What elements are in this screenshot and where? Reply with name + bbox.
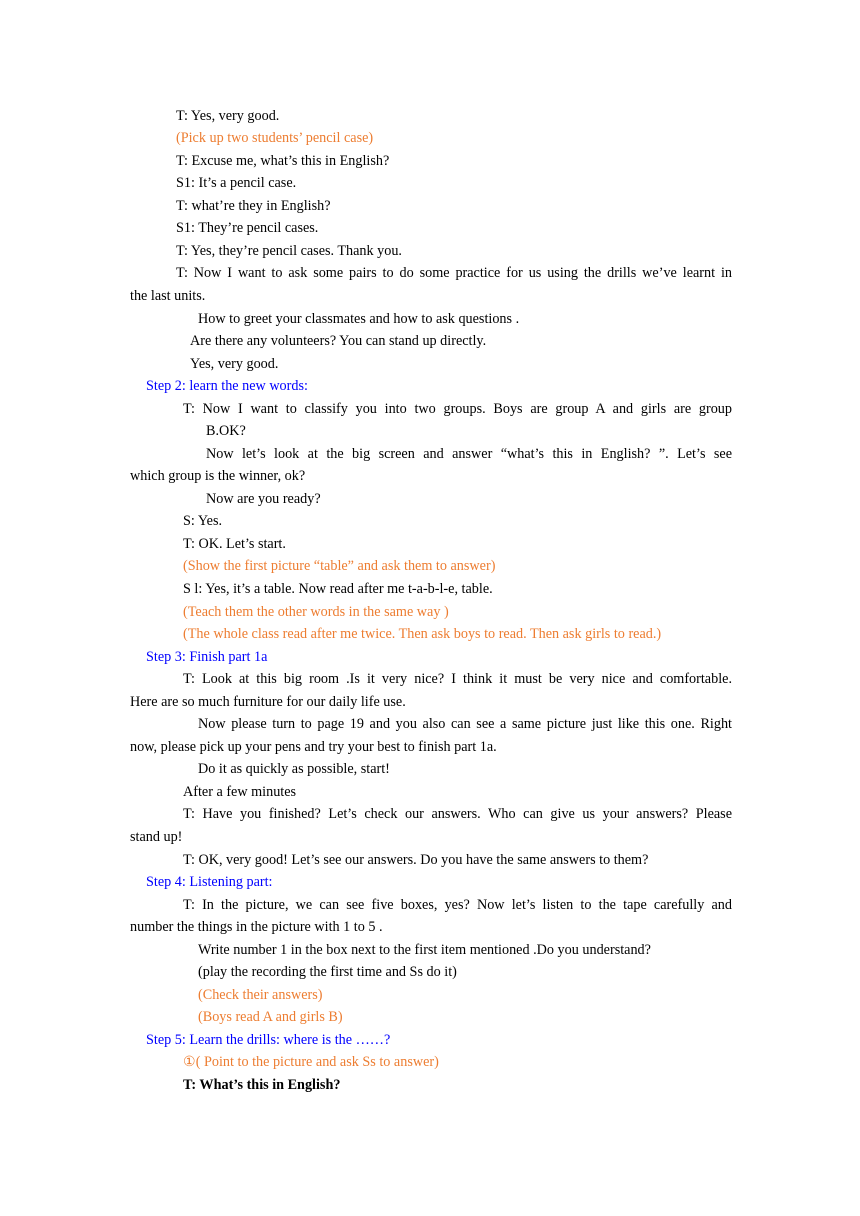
dialogue-line: T: OK. Let’s start. bbox=[183, 536, 286, 552]
dialogue-line: S1: It’s a pencil case. bbox=[176, 175, 297, 191]
dialogue-line: (play the recording the first time and Ss do it) bbox=[198, 964, 457, 980]
dialogue-line: T: In the picture, we can see five boxes, yes? Now let’s listen to the tape carefully and bbox=[183, 897, 732, 913]
dialogue-line: Now are you ready? bbox=[206, 491, 321, 507]
dialogue-line: T: Now I want to ask some pairs to do some practice for us using the drills we’ve learnt in bbox=[176, 265, 732, 281]
dialogue-line: T: what’re they in English? bbox=[176, 198, 331, 214]
stage-direction: (Pick up two students’ pencil case) bbox=[176, 130, 374, 146]
dialogue-line: T: Now I want to classify you into two groups. Boys are group A and girls are group bbox=[183, 401, 732, 417]
dialogue-line: Yes, very good. bbox=[190, 356, 279, 372]
dialogue-line: T: What’s this in English? bbox=[183, 1077, 341, 1093]
dialogue-line: T: Yes, very good. bbox=[176, 108, 280, 124]
dialogue-line: S: Yes. bbox=[183, 513, 223, 529]
dialogue-line: which group is the winner, ok? bbox=[130, 468, 306, 484]
stage-direction: (Boys read A and girls B) bbox=[198, 1009, 343, 1025]
stage-direction: (Check their answers) bbox=[198, 987, 323, 1003]
dialogue-line: the last units. bbox=[130, 288, 206, 304]
stage-direction: (The whole class read after me twice. Then ask boys to read. Then ask girls to read.) bbox=[183, 626, 662, 642]
step-heading: Step 2: learn the new words: bbox=[146, 378, 308, 394]
step-heading: Step 3: Finish part 1a bbox=[146, 649, 268, 665]
dialogue-line: Write number 1 in the box next to the first item mentioned .Do you understand? bbox=[198, 942, 651, 958]
dialogue-line: now, please pick up your pens and try your best to finish part 1a. bbox=[130, 739, 497, 755]
stage-direction: ①( Point to the picture and ask Ss to answer) bbox=[183, 1054, 439, 1070]
stage-direction: (Teach them the other words in the same way ) bbox=[183, 604, 449, 620]
dialogue-line: Now let’s look at the big screen and answer “what’s this in English? ”. Let’s see bbox=[206, 446, 732, 462]
dialogue-line: Now please turn to page 19 and you also can see a same picture just like this one. Right bbox=[198, 716, 732, 732]
dialogue-line: B.OK? bbox=[206, 423, 246, 439]
dialogue-line: T: OK, very good! Let’s see our answers. Do you have the same answers to them? bbox=[183, 852, 649, 868]
dialogue-line: T: Excuse me, what’s this in English? bbox=[176, 153, 390, 169]
dialogue-line: Do it as quickly as possible, start! bbox=[198, 761, 390, 777]
dialogue-line: T: Look at this big room .Is it very nice? I think it must be very nice and comfortable. bbox=[183, 671, 732, 687]
dialogue-line: number the things in the picture with 1 to 5 . bbox=[130, 919, 383, 935]
stage-direction: (Show the first picture “table” and ask them to answer) bbox=[183, 558, 496, 574]
dialogue-line: T: Yes, they’re pencil cases. Thank you. bbox=[176, 243, 402, 259]
step-heading: Step 4: Listening part: bbox=[146, 874, 273, 890]
dialogue-line: After a few minutes bbox=[183, 784, 297, 800]
dialogue-line: stand up! bbox=[130, 829, 183, 845]
dialogue-line: How to greet your classmates and how to ask questions . bbox=[198, 311, 520, 327]
dialogue-line: Here are so much furniture for our daily life use. bbox=[130, 694, 406, 710]
dialogue-line: S l: Yes, it’s a table. Now read after me t-a-b-l-e, table. bbox=[183, 581, 493, 597]
dialogue-line: S1: They’re pencil cases. bbox=[176, 220, 319, 236]
dialogue-line: T: Have you finished? Let’s check our answers. Who can give us your answers? Please bbox=[183, 806, 732, 822]
step-heading: Step 5: Learn the drills: where is the ……? bbox=[146, 1032, 391, 1048]
dialogue-line: Are there any volunteers? You can stand up directly. bbox=[190, 333, 487, 349]
